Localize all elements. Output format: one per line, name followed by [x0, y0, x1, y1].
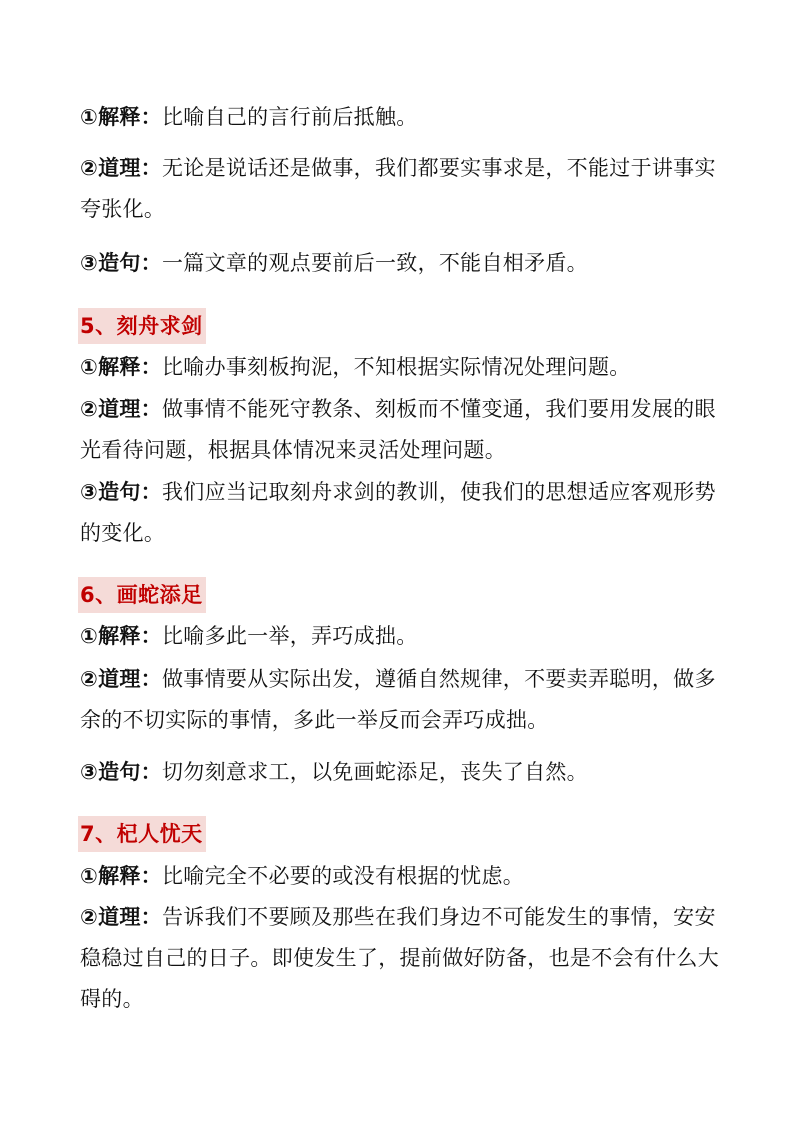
principle-text: 做事情不能死守教条、刻板而不懂变通，我们要用发展的眼光看待问题，根据具体情况来灵活处理问题。 — [80, 397, 716, 462]
principle-text: 告诉我们不要顾及那些在我们身边不可能发生的事情，安安稳稳过自己的日子。即使发生了，提前做好防备，也是不会有什么大碍的。 — [80, 905, 719, 1011]
example-sentence-label: ③造句： — [80, 251, 162, 275]
explanation-paragraph — [80, 616, 730, 657]
principle-label: ②道理： — [80, 667, 162, 691]
section-title-7: 7、杞人忧天 — [78, 816, 206, 852]
example-sentence-text: 一篇文章的观点要前后一致，不能自相矛盾。 — [161, 251, 588, 275]
section-title-5: 5、刻舟求剑 — [78, 308, 206, 344]
explanation-label: ①解释： — [80, 105, 162, 129]
principle-paragraph — [80, 148, 730, 230]
example-sentence-paragraph — [80, 472, 730, 554]
explanation-text: 比喻办事刻板拘泥，不知根据实际情况处理问题。 — [161, 355, 631, 379]
principle-paragraph — [80, 897, 730, 1020]
example-sentence-label: ③造句： — [80, 760, 162, 784]
principle-text: 做事情要从实际出发，遵循自然规律，不要卖弄聪明，做多余的不切实际的事情，多此一举反而会弄巧成拙。 — [80, 667, 716, 732]
explanation-paragraph — [80, 97, 730, 138]
principle-paragraph — [80, 659, 730, 741]
example-sentence-paragraph — [80, 752, 730, 793]
example-sentence-text: 我们应当记取刻舟求剑的教训，使我们的思想适应客观形势的变化。 — [80, 480, 716, 545]
principle-paragraph — [80, 389, 730, 471]
explanation-text: 比喻自己的言行前后抵触。 — [161, 105, 418, 129]
principle-text: 无论是说话还是做事，我们都要实事求是，不能过于讲事实夸张化。 — [80, 156, 716, 221]
section-title-6: 6、画蛇添足 — [78, 577, 206, 613]
explanation-text: 比喻完全不必要的或没有根据的忧虑。 — [161, 864, 525, 888]
explanation-paragraph — [80, 856, 730, 897]
explanation-paragraph — [80, 347, 730, 388]
explanation-label: ①解释： — [80, 355, 162, 379]
explanation-text: 比喻多此一举，弄巧成拙。 — [161, 624, 418, 648]
explanation-label: ①解释： — [80, 624, 162, 648]
principle-label: ②道理： — [80, 156, 162, 180]
example-sentence-label: ③造句： — [80, 480, 162, 504]
example-sentence-text: 切勿刻意求工，以免画蛇添足，丧失了自然。 — [161, 760, 588, 784]
principle-label: ②道理： — [80, 905, 162, 929]
explanation-label: ①解释： — [80, 864, 162, 888]
principle-label: ②道理： — [80, 397, 162, 421]
example-sentence-paragraph — [80, 243, 730, 284]
